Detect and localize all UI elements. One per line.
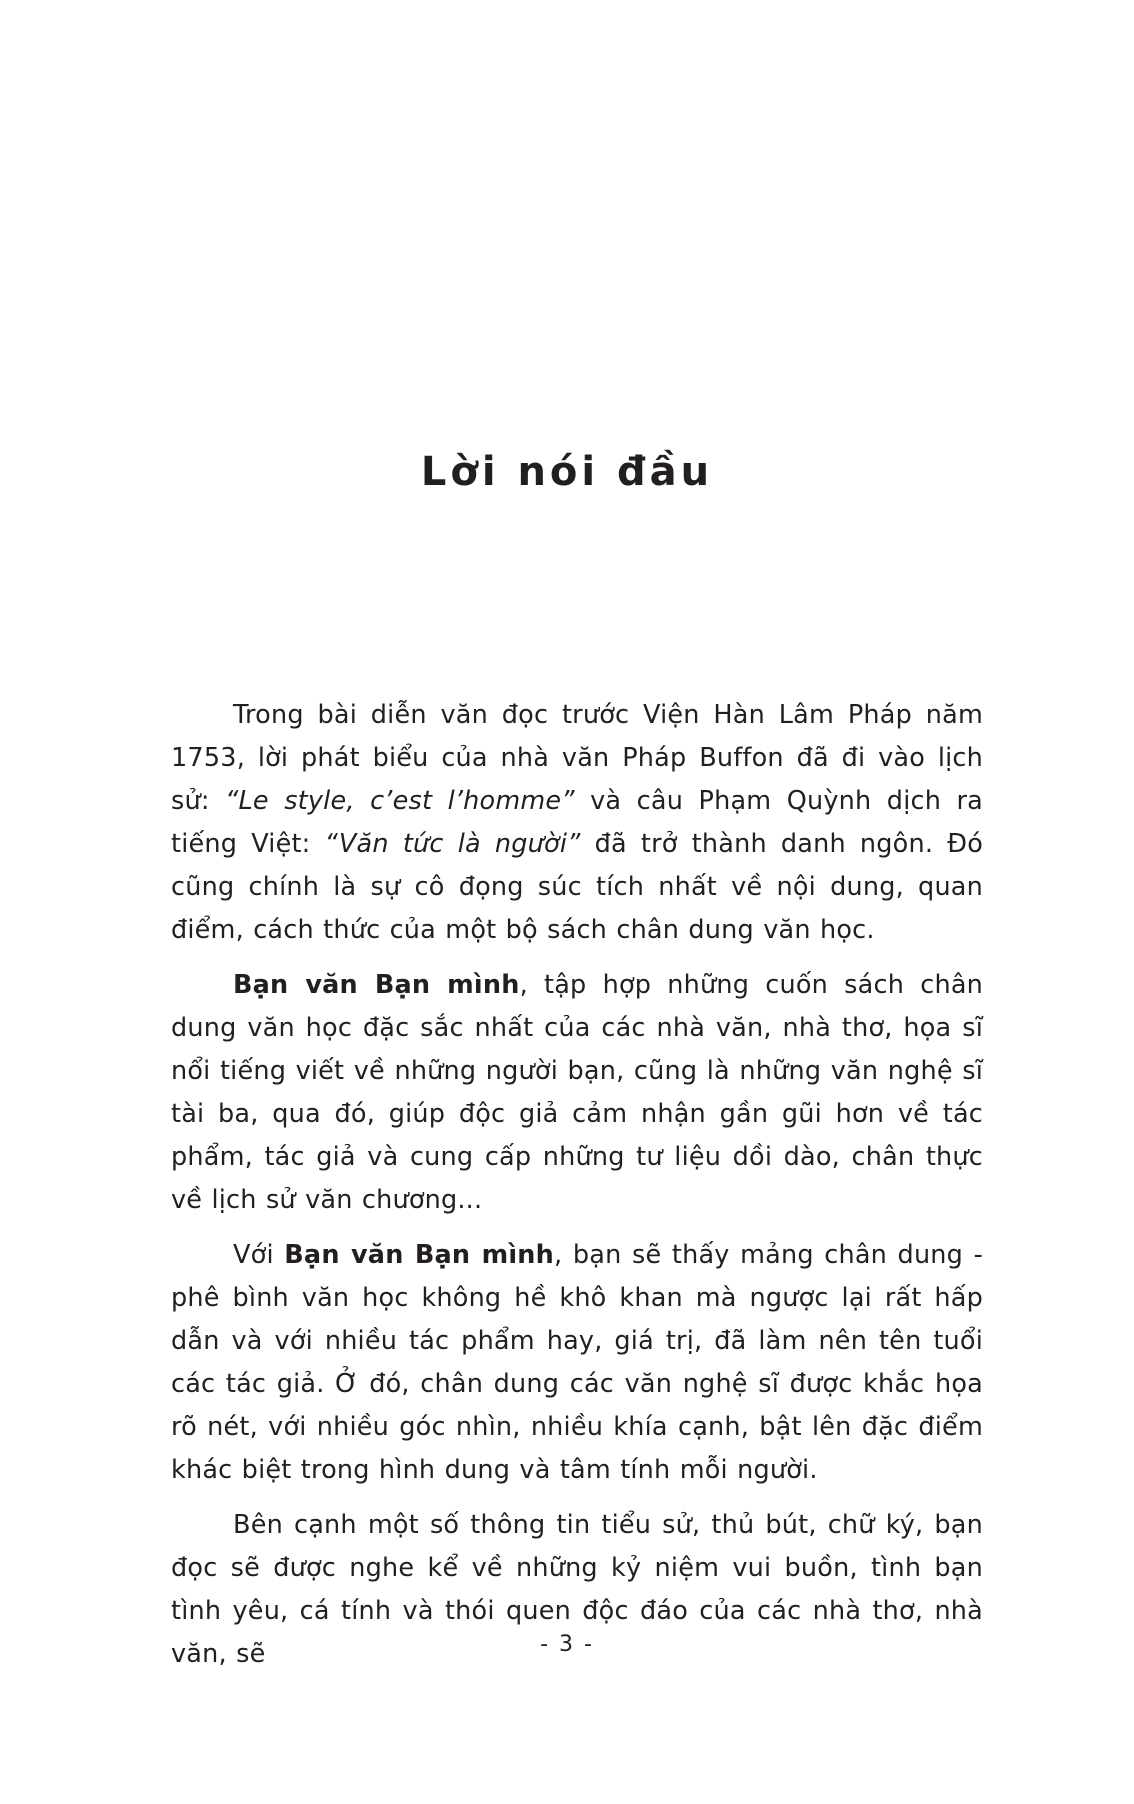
italic-quote-vietnamese: “Văn tức là người” bbox=[324, 829, 581, 859]
text-segment: , bạn sẽ thấy mảng chân dung - phê bình văn học không hề khô khan mà ngược lại rất hấp dẫn và với nhiều tác phẩm hay, giá trị, đã làm nên tên tuổi các tác giả. Ở đó, chân dung các văn nghệ sĩ được khắc họa rõ nét, với nhiều góc nhìn, nhiều khía cạnh, bật lên đặc điểm khác biệt trong hình dung và tâm tính mỗi người. bbox=[171, 1240, 983, 1485]
text-segment: đã trở thành danh ngôn. Đó cũng chính là sự cô đọng súc tích nhất về nội dung, quan điểm, cách thức của một bộ sách chân dung văn học. bbox=[171, 829, 983, 945]
text-segment: và câu Phạm Quỳnh dịch ra tiếng Việt: bbox=[171, 786, 983, 859]
text-segment: Với bbox=[233, 1240, 285, 1270]
page-title: Lời nói đầu bbox=[420, 449, 714, 495]
book-series-name: Bạn văn Bạn mình bbox=[284, 1240, 555, 1270]
paragraph-2 bbox=[171, 964, 983, 1222]
italic-quote-french: “Le style, c’est l’homme” bbox=[225, 786, 575, 816]
text-segment: , tập hợp những cuốn sách chân dung văn học đặc sắc nhất của các nhà văn, nhà thơ, họa sĩ nổi tiếng viết về những người bạn, cũng là những văn nghệ sĩ tài ba, qua đó, giúp độc giả cảm nhận gần gũi hơn về tác phẩm, tác giả và cung cấp những tư liệu dồi dào, chân thực về lịch sử văn chương... bbox=[171, 970, 984, 1215]
paragraph-1 bbox=[171, 694, 983, 952]
text-segment: Bên cạnh một số thông tin tiểu sử, thủ bút, chữ ký, bạn đọc sẽ được nghe kể về những kỷ niệm vui buồn, tình bạn tình yêu, cá tính và thói quen độc đáo của các nhà thơ, nhà văn, sẽ bbox=[171, 1510, 983, 1669]
paragraph-3 bbox=[171, 1234, 983, 1492]
body-text bbox=[171, 694, 983, 1676]
text-segment: Trong bài diễn văn đọc trước Viện Hàn Lâm Pháp năm 1753, lời phát biểu của nhà văn Pháp Buffon đã đi vào lịch sử: bbox=[171, 700, 983, 816]
page-number: - 3 - bbox=[540, 1632, 594, 1657]
book-series-name: Bạn văn Bạn mình bbox=[233, 970, 520, 1000]
